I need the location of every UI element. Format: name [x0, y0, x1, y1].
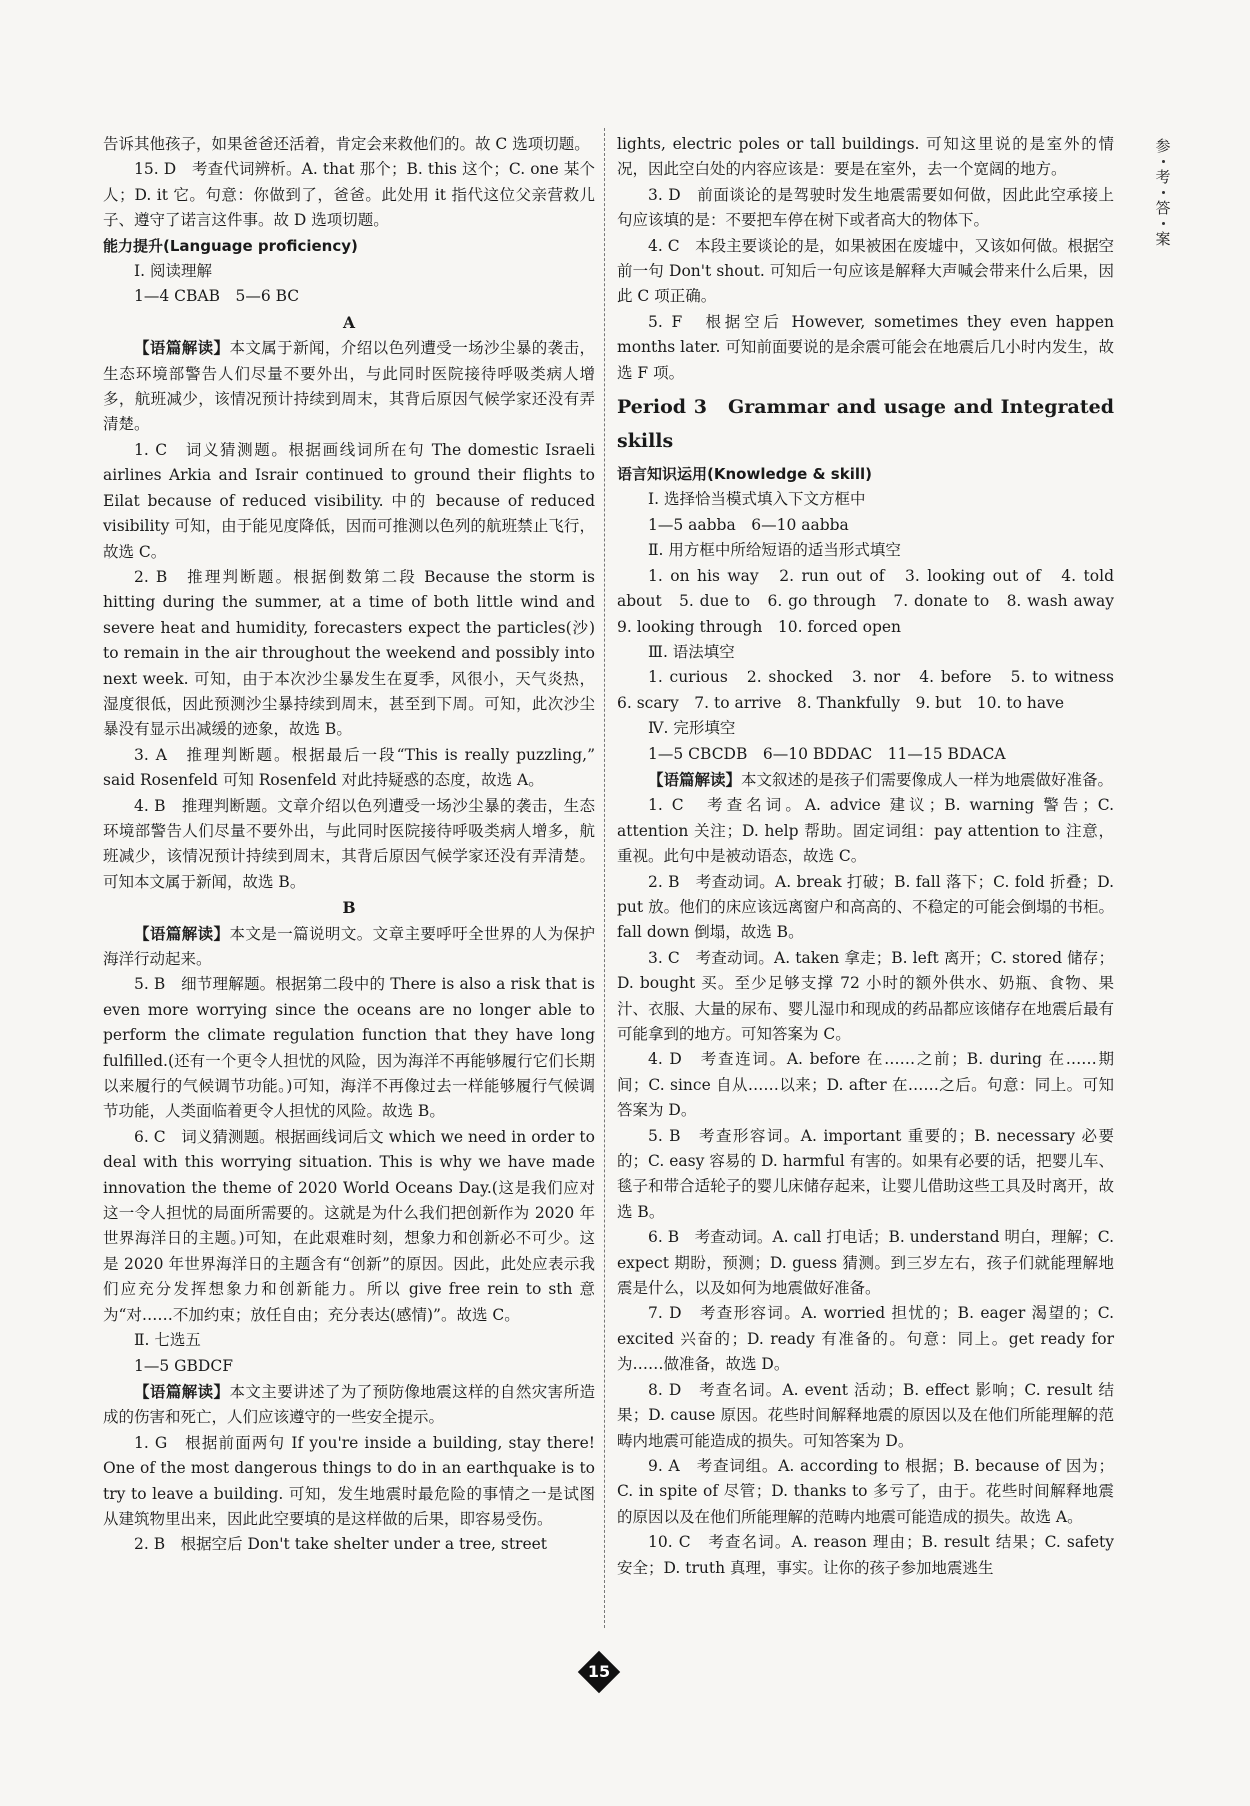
- passage-intro: 【语篇解读】本文叙述的是孩子们需要像成人一样为地震做好准备。: [648, 769, 1114, 789]
- explanation-4: 4. D 考查连词。A. before 在……之前；B. during 在……期间；C. since 自从……以来；D. after 在……之后。句意：同上。可知答案为 D。: [617, 1050, 1114, 1120]
- explanation-8: 8. D 考查名词。A. event 活动；B. effect 影响；C. result 结果；D. cause 原因。花些时间解释地震的原因以及在他们所能理解的范畴内地震可能造成的损失。可知答案为 D。: [617, 1380, 1114, 1450]
- page-number-badge: [577, 1650, 621, 1694]
- side-label-char: 答: [1155, 199, 1171, 217]
- page-number: 15: [587, 1662, 611, 1681]
- passage-tag: 【语篇解读】: [648, 769, 742, 789]
- answer-15: 15. D 考查代词辨析。A. that 那个；B. this 这个；C. one 某个人；D. it 它。句意：你做到了，爸爸。此处用 it 指代这位父亲营救儿子、遵守了诺言这件事。故 D 选项切题。: [103, 160, 595, 230]
- subsection-heading: Ⅱ. 七选五: [134, 1331, 201, 1350]
- column-divider: [604, 128, 605, 1628]
- explanation-4: 4. B 推理判断题。文章介绍以色列遭受一场沙尘暴的袭击，生态环境部警告人们尽量不要外出，与此同时医院接待呼吸类病人增多，航班减少，该情况预计持续到周末，其背后原因气候学家还没有弄清楚。可知本文属于新闻，故选 B。: [103, 796, 595, 891]
- explanation-5: 5. F 根据空后 However, sometimes they even happen months later. 可知前面要说的是余震可能会在地震后几小时内发生，故选 F 项。: [617, 312, 1114, 382]
- passage-letter: B: [342, 898, 356, 918]
- side-label-char: 案: [1155, 230, 1171, 248]
- answer-key: 1. on his way 2. run out of 3. looking out of 4. told about 5. due to 6. go through 7. donate to 8. wash away 9. looking through 10. forced open: [617, 566, 1130, 636]
- explanation-1: 1. G 根据前面两句 If you're inside a building, stay there! One of the most dangerous things to do in an earthquake is to try to leave a building. 可知，发生地震时最危险的事情之一是试图从建筑物里出来，因此此空要填的是这样做的后果，即容易受伤。: [103, 1433, 595, 1528]
- section-heading: 能力提升(Language proficiency): [103, 236, 358, 255]
- explanation-2: 2. B 推理判断题。根据倒数第二段 Because the storm is hitting during the summer, at a time of both little wind and severe heat and humidity, forecasters expect the particles(沙) to remain in the air throughout the weekend and possibly into next week. 可知，由于本次沙尘暴发生在夏季，风很小，天气炎热，湿度很低，因此预测沙尘暴持续到周末，甚至到下周。可知，此次沙尘暴没有显示出减缓的迹象，故选 B。: [103, 567, 595, 739]
- explanation-5: 5. B 细节理解题。根据第二段中的 There is also a risk that is even more worrying since the oceans are no longer able to perform the climate regulation function that they have long fulfilled.(还有一个更令人担忧的风险，因为海洋不再能够履行它们长期以来履行的气候调节功能。)可知，海洋不再像过去一样能够履行气候调节功能，人类面临着更令人担忧的风险。故选 B。: [103, 975, 595, 1121]
- explanation-5: 5. B 考查形容词。A. important 重要的；B. necessary 必要的；C. easy 容易的 D. harmful 有害的。如果有必要的话，把婴儿车、毯子和带合适轮子的婴儿床储存起来，让婴儿借助这些工具及时离开，故选 B。: [617, 1126, 1114, 1221]
- explanation-10: 10. C 考查名词。A. reason 理由；B. result 结果；C. safety 安全；D. truth 真理，事实。让你的孩子参加地震逃生: [617, 1533, 1114, 1577]
- explanation-9: 9. A 考查词组。A. according to 根据；B. because of 因为；C. in spite of 尽管；D. thanks to 多亏了，由于。花些时间解释地震的原因以及在他们所能理解的范畴内地震可能造成的损失。故选 A。: [617, 1456, 1114, 1526]
- explanation-7: 7. D 考查形容词。A. worried 担忧的；B. eager 渴望的；C. excited 兴奋的；D. ready 有准备的。句意：同上。get ready for 为……做准备，故选 D。: [617, 1304, 1114, 1374]
- answer-key: 1. curious 2. shocked 3. nor 4. before 5. to witness 6. scary 7. to arrive 8. Thankfully 9. but 10. to have: [617, 668, 1130, 712]
- explanation-6: 6. C 词义猜测题。根据画线词后文 which we need in order to deal with this worrying situation. This is why we have made innovation the theme of 2020 World Oceans Day.(这是我们应对这一令人担忧的局面所需要的。这就是为什么我们把创新作为 2020 年世界海洋日的主题。)可知，在此艰难时刻，想象力和创新必不可少。这是 2020 年世界海洋日的主题含有“创新”的原因。因此，此处应表示我们应充分发挥想象力和创新能力。所以 give free rein to sth 意为“对……不加约束；放任自由；充分表达(感情)”。故选 C。: [103, 1127, 595, 1324]
- explanation-6: 6. B 考查动词。A. call 打电话；B. understand 明白，理解；C. expect 期盼，预测；D. guess 猜测。到三岁左右，孩子们就能理解地震是什么，以及如何为地震做好准备。: [617, 1228, 1114, 1298]
- right-column: [617, 132, 1130, 1581]
- subsection-heading: Ⅱ. 用方框中所给短语的适当形式填空: [648, 541, 901, 560]
- side-label: [1152, 136, 1174, 249]
- explanation-1: 1. C 词义猜测题。根据画线词所在句 The domestic Israeli airlines Arkia and Israir continued to ground their flights to Eilat because of reduced visibility. 中的 because of reduced visibility 可知，由于能见度降低，因而可推测以色列的航班禁止飞行，故选 C。: [103, 440, 595, 561]
- subsection-heading: Ⅰ. 选择恰当模式填入下文方框中: [648, 490, 866, 509]
- period-heading: Period 3 Grammar and usage and Integrated skills: [617, 396, 1114, 453]
- side-label-char: 考: [1155, 168, 1171, 186]
- subsection-heading: Ⅳ. 完形填空: [648, 719, 736, 738]
- subsection-heading: Ⅰ. 阅读理解: [134, 262, 212, 281]
- answer-key: 1—5 GBDCF: [134, 1356, 233, 1375]
- passage-tag: 【语篇解读】: [134, 923, 230, 943]
- explanation-3: 3. C 考查动词。A. taken 拿走；B. left 离开；C. stored 储存；D. bought 买。至少足够支撑 72 小时的额外供水、奶瓶、食物、果汁、衣服、大量的尿布、婴儿湿巾和现成的药品都应该储存在地震后最有可能拿到的地方。可知答案为 C。: [617, 948, 1114, 1043]
- side-label-char: 参: [1155, 137, 1171, 155]
- passage-intro: 【语篇解读】本文是一篇说明文。文章主要呼吁全世界的人为保护海洋行动起来。: [103, 923, 595, 968]
- section-heading: 语言知识运用(Knowledge & skill): [617, 465, 872, 484]
- subsection-heading: Ⅲ. 语法填空: [648, 642, 735, 661]
- answer-key: 1—4 CBAB 5—6 BC: [134, 287, 300, 306]
- explanation-1: 1. C 考查名词。A. advice 建议；B. warning 警告；C. attention 关注；D. help 帮助。固定词组：pay attention to 注意，重视。此句中是被动语态，故选 C。: [617, 796, 1114, 866]
- answer-key: 1—5 CBCDB 6—10 BDDAC 11—15 BDACA: [648, 744, 1006, 763]
- passage-intro: 【语篇解读】本文属于新闻，介绍以色列遭受一场沙尘暴的袭击，生态环境部警告人们尽量不要外出，与此同时医院接待呼吸类病人增多，航班减少，该情况预计持续到周末，其背后原因气候学家还没有弄清楚。: [103, 338, 595, 434]
- passage-tag: 【语篇解读】: [134, 1381, 230, 1401]
- left-column: [103, 132, 595, 1558]
- explanation-3: 3. D 前面谈论的是驾驶时发生地震需要如何做，因此此空承接上句应该填的是：不要把车停在树下或者高大的物体下。: [617, 185, 1114, 230]
- passage-intro: 【语篇解读】本文主要讲述了为了预防像地震这样的自然灾害所造成的伤害和死亡，人们应该遵守的一些安全提示。: [103, 1381, 595, 1427]
- passage-letter: A: [342, 312, 356, 332]
- explanation-4: 4. C 本段主要谈论的是，如果被困在废墟中，又该如何做。根据空前一句 Don't shout. 可知后一句应该是解释大声喊会带来什么后果，因此 C 项正确。: [617, 236, 1114, 306]
- answer-key: 1—5 aabba 6—10 aabba: [648, 515, 849, 534]
- paragraph: lights, electric poles or tall buildings. 可知这里说的是室外的情况，因此空白处的内容应该是：要是在室外，去一个宽阔的地方。: [617, 135, 1114, 179]
- passage-tag: 【语篇解读】: [134, 338, 230, 358]
- explanation-2: 2. B 考查动词。A. break 打破；B. fall 落下；C. fold 折叠；D. put 放。他们的床应该远离窗户和高高的、不稳定的可能会倒塌的书柜。fall down 倒塌，故选 B。: [617, 872, 1114, 942]
- explanation-3: 3. A 推理判断题。根据最后一段“This is really puzzling,” said Rosenfeld 可知 Rosenfeld 对此持疑惑的态度，故选 A。: [103, 745, 595, 790]
- paragraph: 告诉其他孩子，如果爸爸还活着，肯定会来救他们的。故 C 选项切题。: [103, 135, 590, 153]
- explanation-2: 2. B 根据空后 Don't take shelter under a tree, street: [134, 1535, 548, 1554]
